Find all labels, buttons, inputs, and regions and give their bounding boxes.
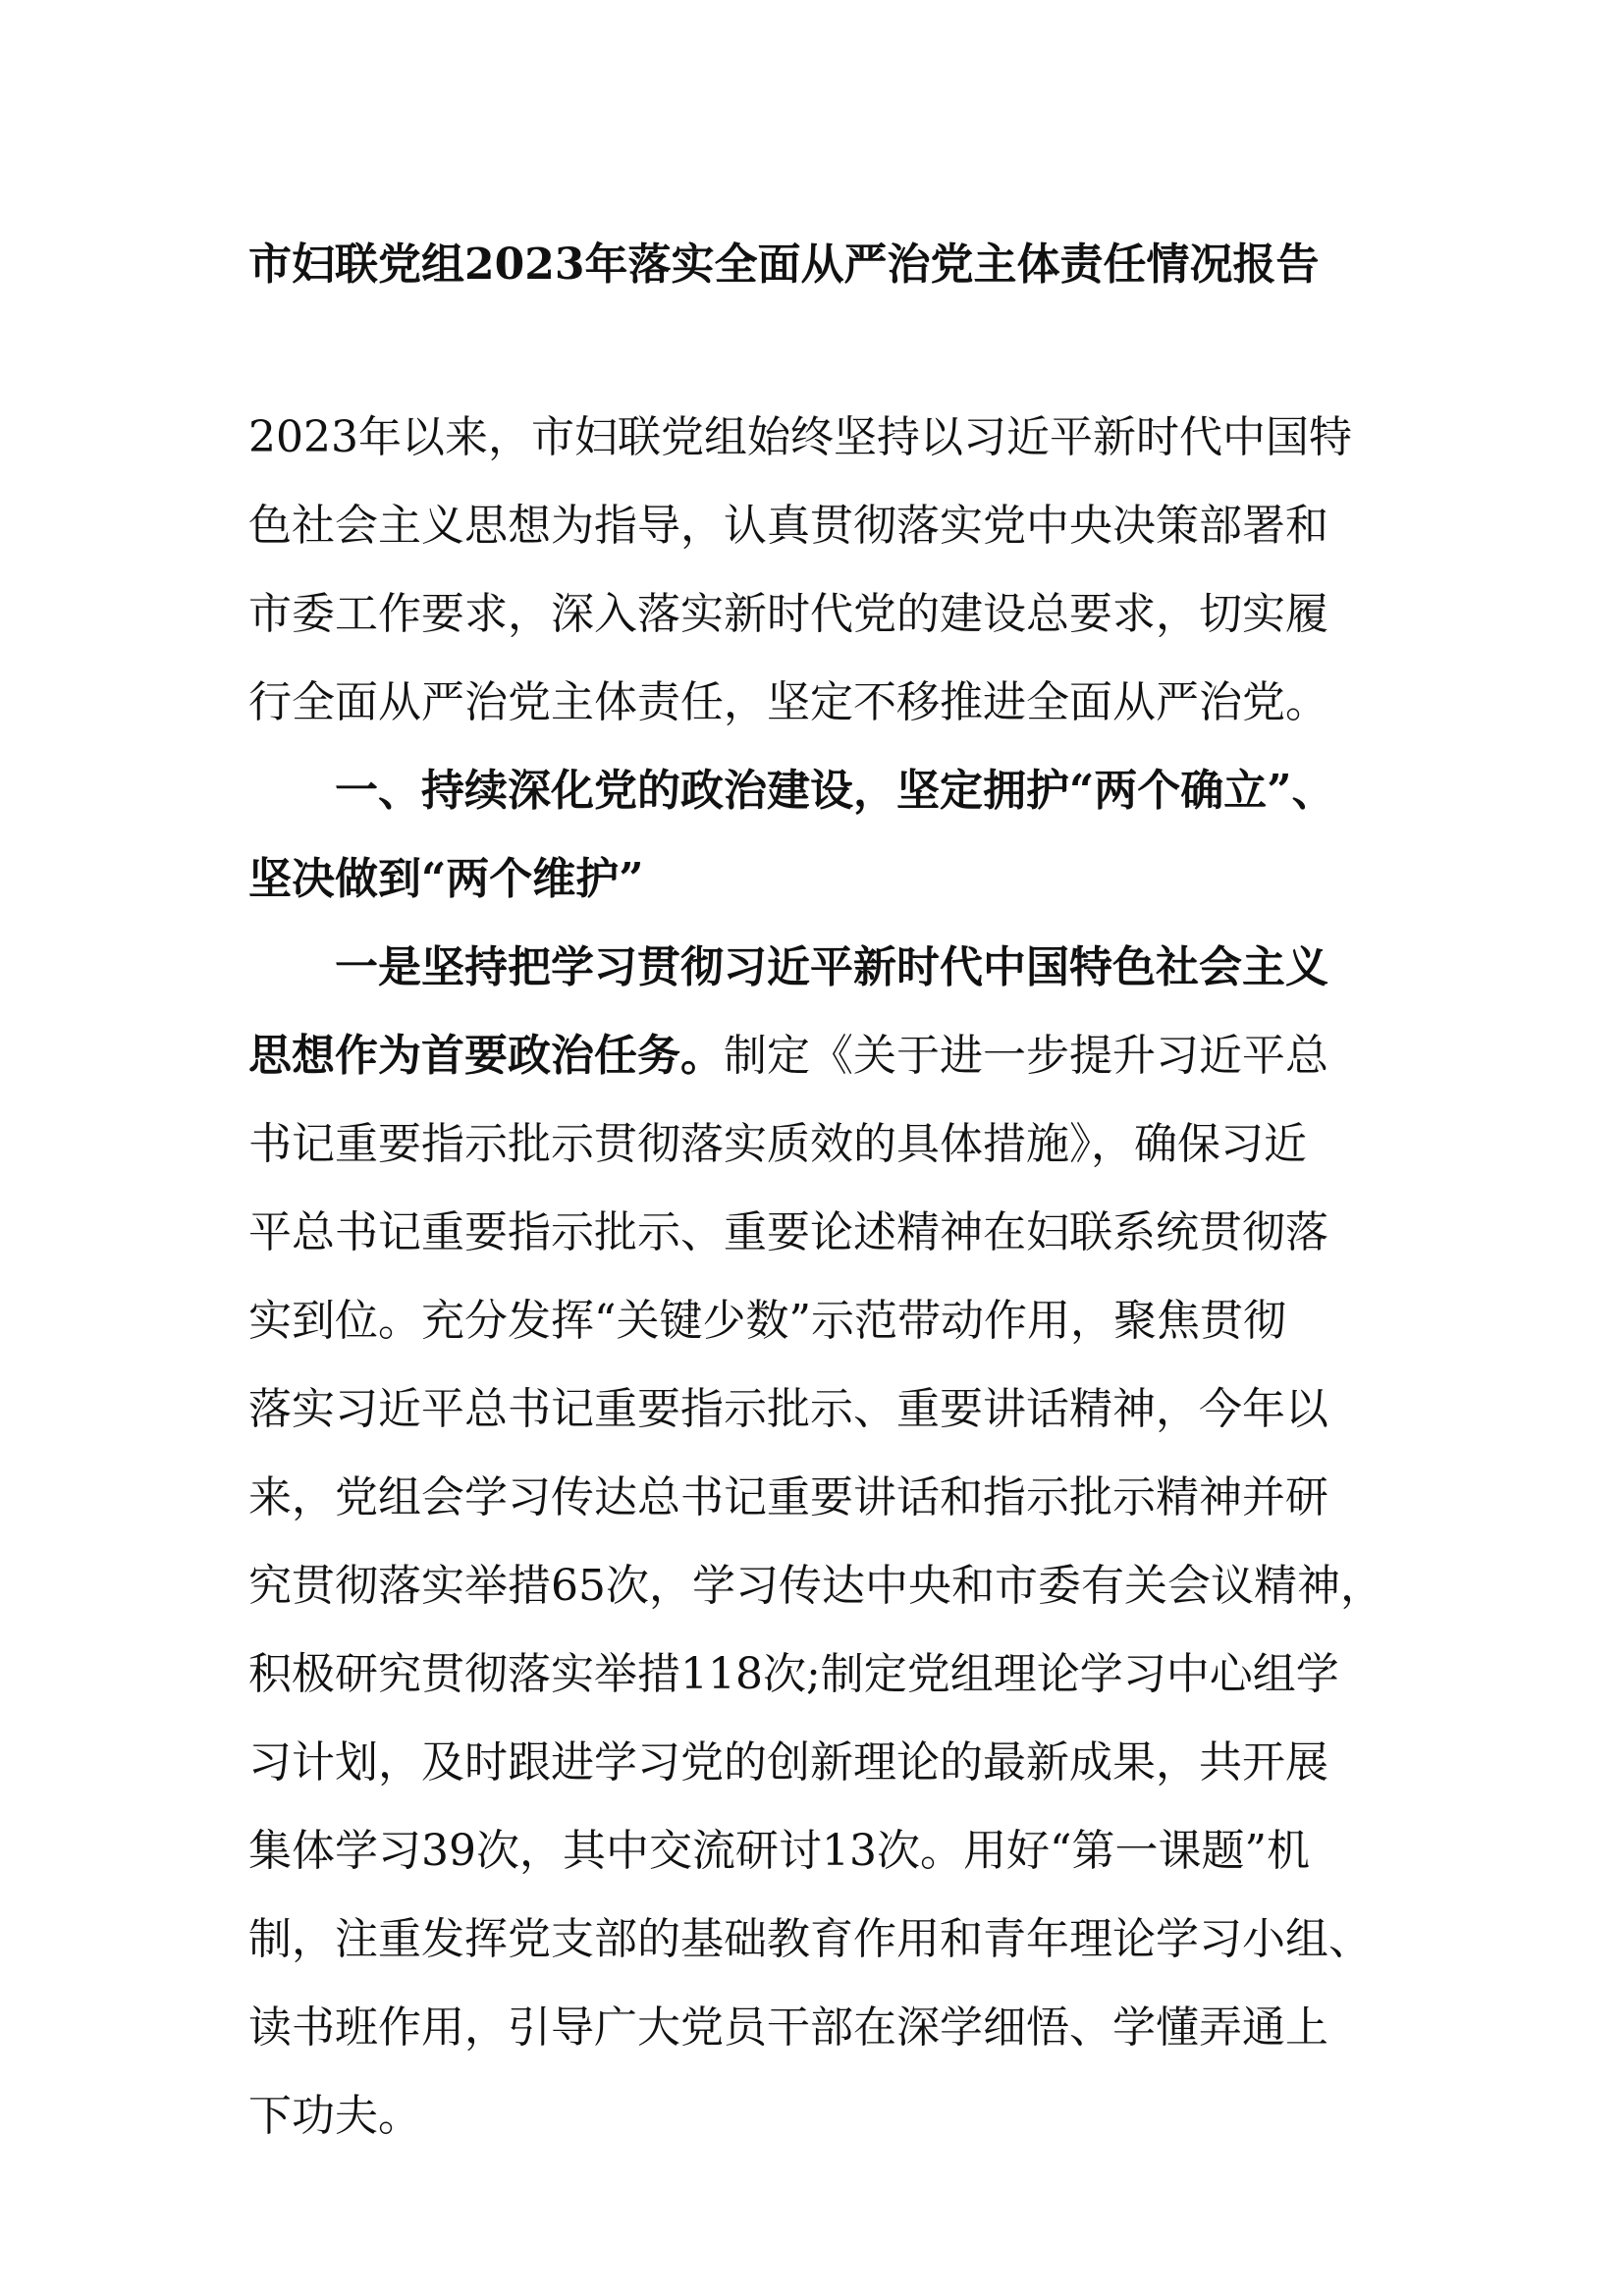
section-heading-line: 一、持续深化党的政治建设，坚定拥护“两个确立”、	[335, 766, 1335, 816]
paragraph-line: 下功夫。	[248, 2091, 421, 2141]
document-title: 市妇联党组2023年落实全面从严治党主体责任情况报告	[248, 240, 1320, 290]
paragraph-line: 来，党组会学习传达总书记重要讲话和指示批示精神并研	[248, 1472, 1328, 1522]
paragraph-line: 读书班作用，引导广大党员干部在深学细悟、学懂弄通上	[248, 2002, 1328, 2053]
paragraph-line: 集体学习39次，其中交流研讨13次。用好“第一课题”机	[248, 1826, 1310, 1876]
intro-line: 行全面从严治党主体责任，坚定不移推进全面从严治党。	[248, 677, 1328, 727]
paragraph-lead-emphasis: 思想作为首要政治任务。	[248, 1031, 724, 1081]
paragraph-line: 书记重要指示批示贯彻落实质效的具体措施》，确保习近	[248, 1119, 1307, 1169]
paragraph-line: 制，注重发挥党支部的基础教育作用和青年理论学习小组、	[248, 1914, 1372, 1964]
paragraph-line: 习计划，及时跟进学习党的创新理论的最新成果，共开展	[248, 1737, 1328, 1788]
paragraph-line	[248, 1012, 1387, 1100]
paragraph-text: 制定《关于进一步提升习近平总	[724, 1031, 1328, 1081]
intro-line: 色社会主义思想为指导，认真贯彻落实党中央决策部署和	[248, 501, 1328, 551]
paragraph-line: 落实习近平总书记重要指示批示、重要讲话精神，今年以	[248, 1384, 1328, 1434]
paragraph-line: 积极研究贯彻落实举措118次;制定党组理论学习中心组学	[248, 1649, 1339, 1699]
section-heading-line: 坚决做到“两个维护”	[248, 854, 644, 904]
intro-line: 2023年以来，市妇联党组始终坚持以习近平新时代中国特	[248, 412, 1352, 462]
paragraph-line: 平总书记重要指示批示、重要论述精神在妇联系统贯彻落	[248, 1207, 1328, 1257]
intro-line: 市委工作要求，深入落实新时代党的建设总要求，切实履	[248, 589, 1328, 639]
paragraph-line: 究贯彻落实举措65次，学习传达中央和市委有关会议精神，	[248, 1561, 1383, 1611]
paragraph-lead-line: 一是坚持把学习贯彻习近平新时代中国特色社会主义	[335, 942, 1328, 992]
document-body	[248, 394, 1387, 2161]
paragraph-line: 实到位。充分发挥“关键少数”示范带动作用，聚焦贯彻	[248, 1296, 1286, 1346]
